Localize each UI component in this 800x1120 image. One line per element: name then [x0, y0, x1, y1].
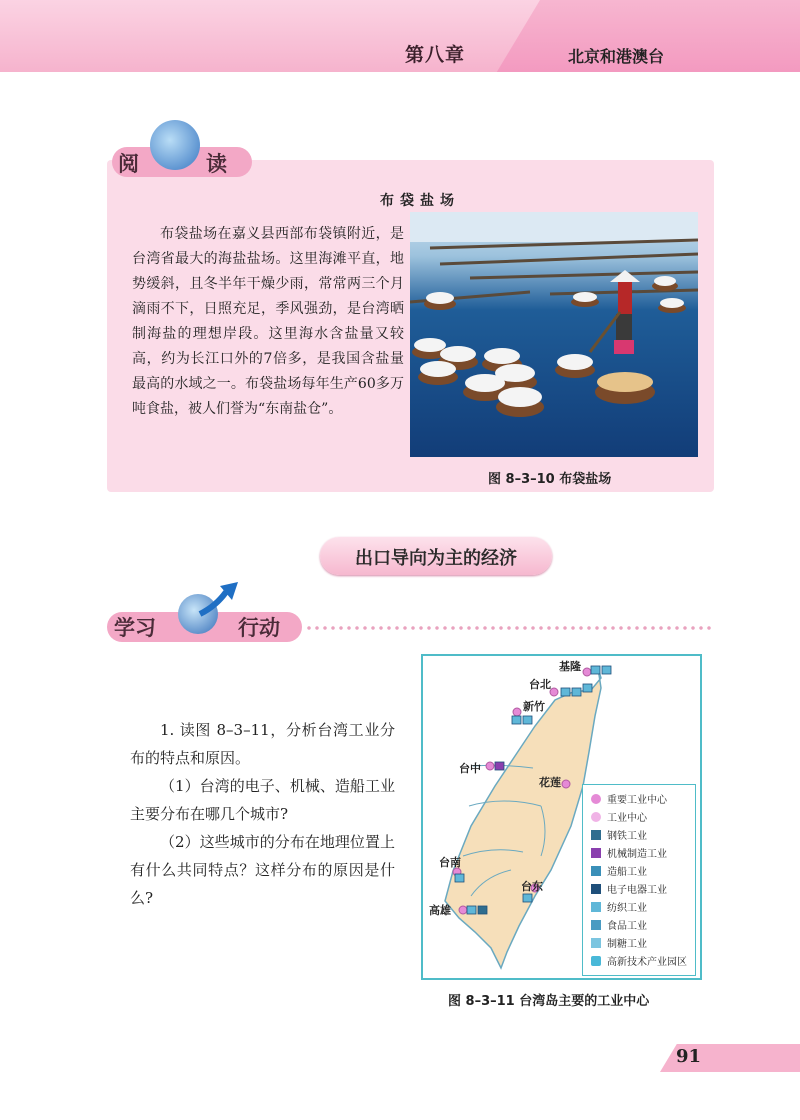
- legend-item: 纺织工业: [591, 899, 647, 914]
- legend-item: 食品工业: [591, 917, 647, 932]
- reading-tag-char2: 读: [206, 152, 227, 176]
- question-1a: （1）台湾的电子、机械、造船工业主要分布在哪几个城市?: [130, 777, 395, 823]
- legend-item: 重要工业中心: [591, 791, 667, 806]
- chapter-title: 北京和港澳台: [568, 47, 665, 66]
- reading-globe-icon: [150, 120, 200, 170]
- reading-tag-char1: 阅: [118, 152, 139, 176]
- legend-item: 制糖工业: [591, 935, 647, 950]
- map-legend: [582, 784, 696, 976]
- photo-caption: 图 8–3–10 布袋盐场: [488, 472, 612, 487]
- salt-field-photo: [410, 212, 698, 457]
- question-1b: （2）这些城市的分布在地理位置上有什么共同特点？这样分布的原因是什么?: [130, 833, 395, 907]
- study-tag-part1: 学习: [114, 616, 156, 640]
- legend-item: 造船工业: [591, 863, 647, 878]
- page-number: 91: [676, 1046, 702, 1067]
- study-tag-part2: 行动: [238, 616, 280, 640]
- chapter-label: 第八章: [405, 44, 466, 66]
- city-taichung: 台中: [459, 762, 481, 775]
- section-title: 出口导向为主的经济: [355, 548, 517, 569]
- arrow-icon: [196, 580, 242, 620]
- reading-title: 布袋盐场: [380, 193, 460, 209]
- question-1: 1. 读图 8–3–11，分析台湾工业分布的特点和原因。: [130, 721, 395, 767]
- legend-item: 电子电器工业: [591, 881, 667, 896]
- city-taipei: 台北: [529, 678, 551, 691]
- reading-text: 布袋盐场在嘉义县西部布袋镇附近，是台湾省最大的海盐盐场。这里海滩平直，地势缓斜，且冬半年干燥少雨，常常两三个月滴雨不下，日照充足，季风强劲，是台湾晒制海盐的理想岸段。这里海水含盐量又较高，约为长江口外的7倍多，是我国含盐量最高的水域之一。布袋盐场每年生产60多万吨食盐，被人们誉为“东南盐仓”。: [132, 226, 404, 417]
- city-hsinchu: 新竹: [523, 700, 545, 713]
- city-tainan: 台南: [439, 856, 461, 869]
- dotted-divider: [305, 626, 715, 630]
- salt-field-illustration: [410, 212, 698, 457]
- legend-item: 高新技术产业园区: [591, 953, 687, 968]
- legend-item: 工业中心: [591, 809, 647, 824]
- city-kaohsiung: 高雄: [429, 904, 451, 917]
- city-hualien: 花莲: [539, 776, 561, 789]
- city-taitung: 台东: [521, 880, 543, 893]
- city-keelung: 基隆: [559, 660, 581, 673]
- legend-item: 机械制造工业: [591, 845, 667, 860]
- legend-item: 钢铁工业: [591, 827, 647, 842]
- map-caption: 图 8–3–11 台湾岛主要的工业中心: [448, 994, 650, 1009]
